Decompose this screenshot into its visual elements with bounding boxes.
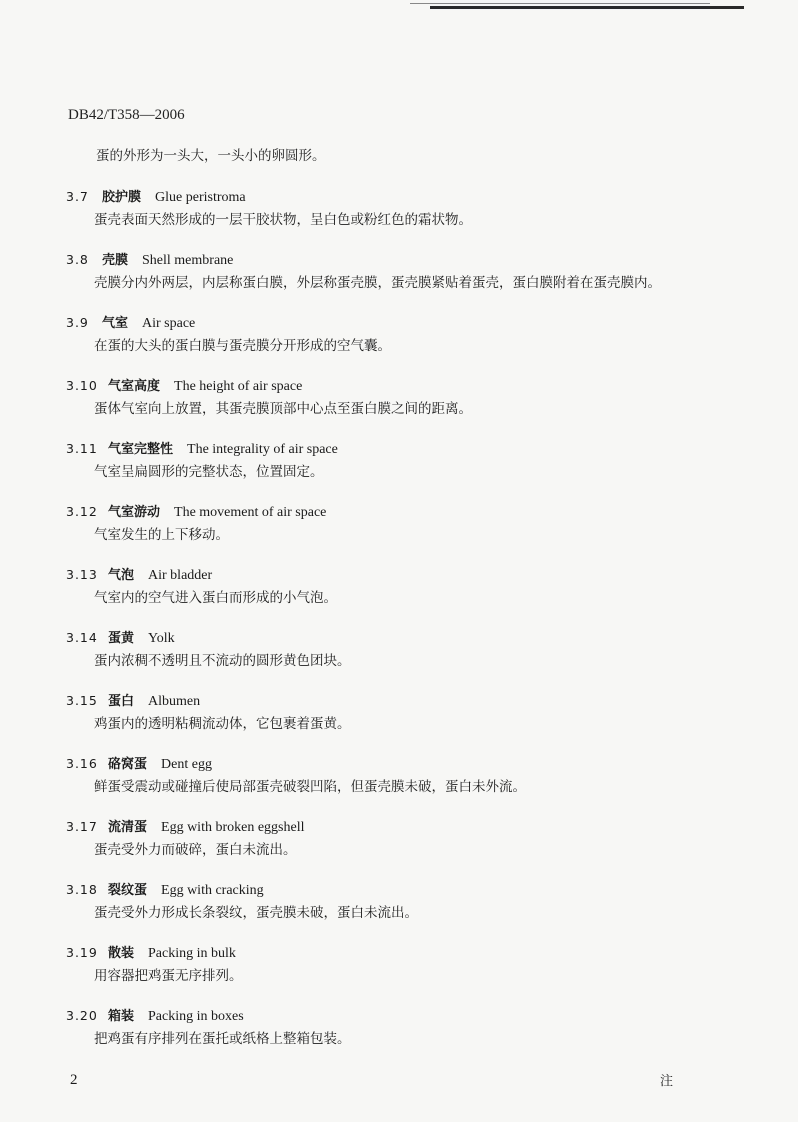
footer-note: 注 (660, 1074, 674, 1089)
term-chinese-name: 气室完整性 (108, 442, 174, 457)
term-heading (66, 375, 766, 395)
term-english-name: Air space (142, 316, 196, 331)
term-heading (66, 753, 766, 773)
term-chinese-name: 散装 (108, 946, 135, 961)
term-number: 3.20 (66, 1008, 98, 1023)
term-english-name: Packing in bulk (148, 946, 236, 961)
term-number: 3.11 (66, 441, 98, 456)
term-chinese-name: 流清蛋 (108, 820, 148, 835)
term-definition: 气室内的空气进入蛋白而形成的小气泡。 (94, 590, 337, 606)
term-entry (66, 501, 766, 543)
term-definition: 用容器把鸡蛋无序排列。 (94, 968, 243, 984)
term-chinese-name: 硌窝蛋 (108, 757, 148, 772)
header-rule (430, 6, 744, 9)
term-heading (66, 501, 766, 521)
term-number: 3.14 (66, 630, 98, 645)
term-heading (66, 942, 766, 962)
term-entry (66, 627, 766, 669)
term-number: 3.9 (66, 315, 89, 330)
term-entry (66, 375, 766, 417)
term-entry (66, 1005, 766, 1047)
term-english-name: Dent egg (161, 757, 212, 772)
term-english-name: Albumen (148, 694, 201, 709)
term-english-name: Packing in boxes (148, 1009, 244, 1024)
term-chinese-name: 气室 (102, 316, 129, 331)
term-definition: 蛋壳表面天然形成的一层干胶状物，呈白色或粉红色的霜状物。 (94, 212, 472, 228)
term-entry (66, 879, 766, 921)
term-definition: 蛋壳受外力形成长条裂纹，蛋壳膜未破，蛋白未流出。 (94, 905, 418, 921)
term-definition: 在蛋的大头的蛋白膜与蛋壳膜分开形成的空气囊。 (94, 338, 391, 354)
term-entry (66, 942, 766, 984)
term-chinese-name: 蛋白 (108, 694, 135, 709)
term-heading (66, 312, 766, 332)
term-english-name: The integrality of air space (187, 442, 338, 457)
document-code: DB42/T358—2006 (68, 107, 185, 123)
term-english-name: Air bladder (148, 568, 213, 583)
term-heading (66, 249, 766, 269)
term-heading (66, 816, 766, 836)
term-number: 3.16 (66, 756, 98, 771)
term-heading (66, 690, 766, 710)
term-number: 3.7 (66, 189, 89, 204)
term-english-name: Yolk (148, 631, 175, 646)
term-english-name: Egg with cracking (161, 883, 264, 898)
term-heading (66, 438, 766, 458)
term-entry (66, 438, 766, 480)
term-number: 3.10 (66, 378, 98, 393)
term-chinese-name: 胶护膜 (102, 190, 142, 205)
term-entry (66, 690, 766, 732)
term-number: 3.13 (66, 567, 98, 582)
intro-definition: 蛋的外形为一头大，一头小的卵圆形。 (96, 148, 326, 164)
term-chinese-name: 气室游动 (108, 505, 161, 520)
term-entry (66, 312, 766, 354)
term-definition: 鸡蛋内的透明粘稠流动体，它包裹着蛋黄。 (94, 716, 351, 732)
term-chinese-name: 裂纹蛋 (108, 883, 148, 898)
page-number: 2 (70, 1072, 78, 1088)
term-definition: 鲜蛋受震动或碰撞后使局部蛋壳破裂凹陷，但蛋壳膜未破，蛋白未外流。 (94, 779, 526, 795)
term-number: 3.18 (66, 882, 98, 897)
term-number: 3.19 (66, 945, 98, 960)
term-number: 3.8 (66, 252, 89, 267)
term-entry (66, 186, 766, 228)
term-number: 3.17 (66, 819, 98, 834)
term-chinese-name: 气室高度 (108, 379, 161, 394)
term-definition: 气室发生的上下移动。 (94, 527, 229, 543)
term-entry (66, 816, 766, 858)
term-number: 3.15 (66, 693, 98, 708)
term-entry (66, 564, 766, 606)
term-heading (66, 1005, 766, 1025)
term-english-name: Shell membrane (142, 253, 234, 268)
term-english-name: The height of air space (174, 379, 303, 394)
term-entry (66, 249, 766, 291)
term-heading (66, 879, 766, 899)
term-english-name: Egg with broken eggshell (161, 820, 305, 835)
term-definition: 蛋壳受外力而破碎，蛋白未流出。 (94, 842, 297, 858)
term-definition: 蛋内浓稠不透明且不流动的圆形黄色团块。 (94, 653, 351, 669)
term-definition: 壳膜分内外两层，内层称蛋白膜，外层称蛋壳膜，蛋壳膜紧贴着蛋壳，蛋白膜附着在蛋壳膜内。 (94, 275, 661, 291)
term-heading (66, 627, 766, 647)
term-definition: 气室呈扁圆形的完整状态，位置固定。 (94, 464, 324, 480)
term-chinese-name: 蛋黄 (108, 631, 135, 646)
term-number: 3.12 (66, 504, 98, 519)
term-english-name: The movement of air space (174, 505, 327, 520)
term-chinese-name: 气泡 (108, 568, 135, 583)
term-definition: 蛋体气室向上放置，其蛋壳膜顶部中心点至蛋白膜之间的距离。 (94, 401, 472, 417)
term-heading (66, 186, 766, 206)
term-entry (66, 753, 766, 795)
term-chinese-name: 壳膜 (102, 253, 129, 268)
term-chinese-name: 箱装 (108, 1009, 135, 1024)
term-heading (66, 564, 766, 584)
term-english-name: Glue peristroma (155, 190, 246, 205)
term-definition: 把鸡蛋有序排列在蛋托或纸格上整箱包装。 (94, 1031, 351, 1047)
